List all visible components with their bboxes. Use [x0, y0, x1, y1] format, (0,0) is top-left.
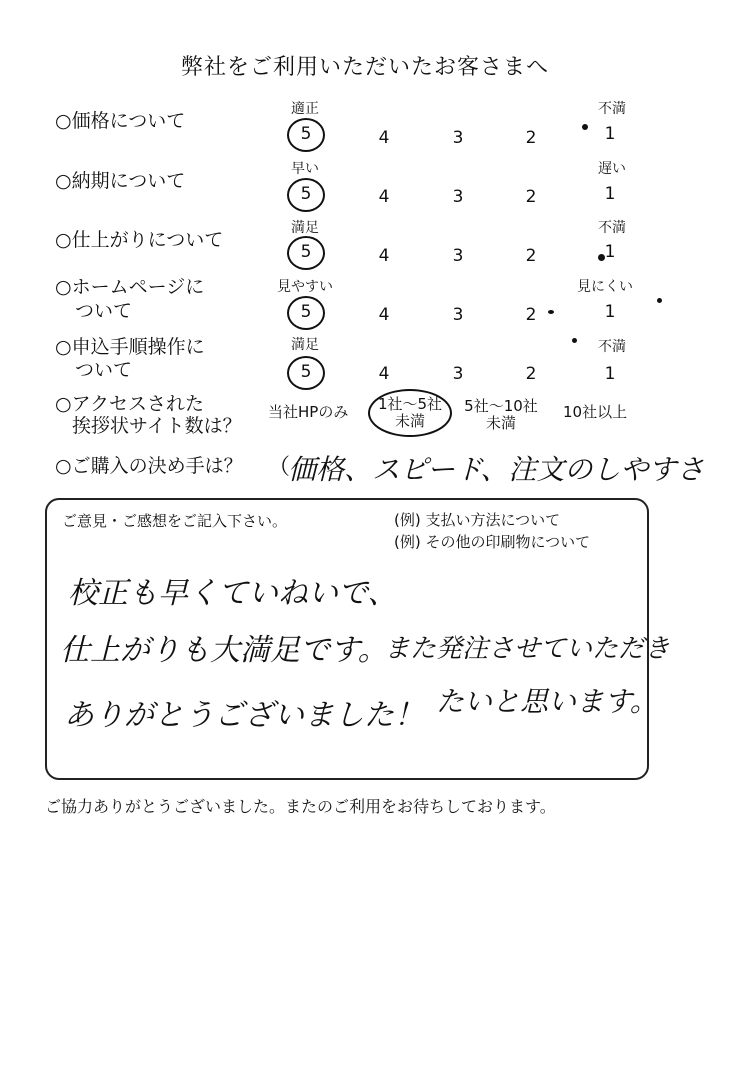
- selected-circle: [287, 178, 325, 212]
- scale-high-label: 満足: [291, 337, 319, 353]
- rating-4[interactable]: 4: [378, 305, 390, 325]
- comments-heading: ご意見・ご感想をご記入下さい。: [62, 512, 288, 530]
- comment-line-3: また発注させていただき: [384, 634, 671, 664]
- rating-4[interactable]: 4: [378, 364, 390, 384]
- question-homepage: ○ホームページに: [55, 276, 205, 298]
- scan-speck: [582, 124, 588, 130]
- rating-1[interactable]: 1: [604, 124, 616, 144]
- question-delivery: ○納期について: [55, 170, 186, 192]
- rating-3[interactable]: 3: [452, 305, 464, 325]
- selected-circle: [287, 356, 325, 390]
- sites-option-10-plus[interactable]: 10社以上: [563, 403, 628, 421]
- question-sites-cont: 挨拶状サイト数は？: [72, 415, 242, 437]
- rating-3[interactable]: 3: [452, 128, 464, 148]
- sites-option-own-only[interactable]: 当社HPのみ: [268, 403, 349, 421]
- rating-1[interactable]: 1: [604, 184, 616, 204]
- option-line: 1社～5社: [377, 395, 443, 413]
- rating-1[interactable]: 1: [604, 364, 616, 384]
- footer-thanks: ご協力ありがとうございました。またのご利用をお待ちしております。: [45, 797, 556, 816]
- rating-5[interactable]: 5: [300, 242, 312, 262]
- rating-2[interactable]: 2: [525, 128, 537, 148]
- rating-5[interactable]: 5: [300, 362, 312, 382]
- selected-circle: [287, 296, 325, 330]
- scan-speck: [598, 254, 605, 261]
- rating-4[interactable]: 4: [378, 128, 390, 148]
- scale-high-label: 見やすい: [277, 279, 333, 295]
- question-price: ○価格について: [55, 110, 186, 132]
- paren-open: （: [268, 455, 291, 480]
- question-order-process: ○申込手順操作に: [55, 336, 205, 358]
- comment-line-4: ありがとうございました！: [64, 698, 424, 733]
- rating-1[interactable]: 1: [604, 302, 616, 322]
- scale-high-label: 早い: [291, 161, 319, 177]
- question-purchase: ○ご購入の決め手は？: [55, 455, 243, 477]
- rating-4[interactable]: 4: [378, 187, 390, 207]
- selected-circle: [368, 389, 452, 437]
- comments-example-2: (例) その他の印刷物について: [394, 533, 591, 551]
- question-finish: ○仕上がりについて: [55, 229, 224, 251]
- rating-5[interactable]: 5: [300, 302, 312, 322]
- purchase-answer-handwritten: 価格、スピード、注文のしやすさ: [288, 453, 705, 486]
- option-line: 未満: [394, 412, 425, 430]
- question-homepage-cont: ついて: [75, 300, 133, 322]
- comment-line-2: 仕上がりも大満足です。: [60, 633, 388, 668]
- rating-3[interactable]: 3: [452, 364, 464, 384]
- page-title: 弊社をご利用いただいたお客さまへ: [180, 55, 549, 80]
- question-order-process-cont: ついて: [75, 359, 133, 381]
- rating-4[interactable]: 4: [378, 246, 390, 266]
- comment-line-5: たいと思います。: [436, 685, 658, 718]
- comment-line-1: 校正も早くていねいで、: [68, 576, 398, 611]
- scale-low-label: 見にくい: [577, 279, 633, 295]
- rating-2[interactable]: 2: [525, 305, 537, 325]
- scan-speck: [548, 310, 554, 314]
- rating-2[interactable]: 2: [525, 187, 537, 207]
- rating-1[interactable]: 1: [604, 242, 616, 262]
- option-line: 5社～10社: [464, 397, 538, 415]
- scan-speck: [657, 298, 662, 303]
- selected-circle: [287, 236, 325, 270]
- comments-example-1: (例) 支払い方法について: [394, 511, 561, 529]
- selected-circle: [287, 118, 325, 152]
- rating-5[interactable]: 5: [300, 124, 312, 144]
- scale-high-label: 満足: [291, 220, 319, 236]
- scale-low-label: 不満: [598, 220, 626, 236]
- sites-option-5-10[interactable]: [458, 398, 544, 432]
- rating-3[interactable]: 3: [452, 246, 464, 266]
- question-sites: ○アクセスされた: [55, 393, 205, 415]
- scale-low-label: 不満: [598, 101, 626, 117]
- scale-high-label: 適正: [291, 101, 319, 117]
- scan-speck: [572, 338, 577, 343]
- rating-5[interactable]: 5: [300, 184, 312, 204]
- scale-low-label: 不満: [598, 339, 626, 355]
- option-line: 未満: [485, 414, 516, 432]
- rating-3[interactable]: 3: [452, 187, 464, 207]
- scale-low-label: 遅い: [598, 161, 626, 177]
- rating-2[interactable]: 2: [525, 246, 537, 266]
- rating-2[interactable]: 2: [525, 364, 537, 384]
